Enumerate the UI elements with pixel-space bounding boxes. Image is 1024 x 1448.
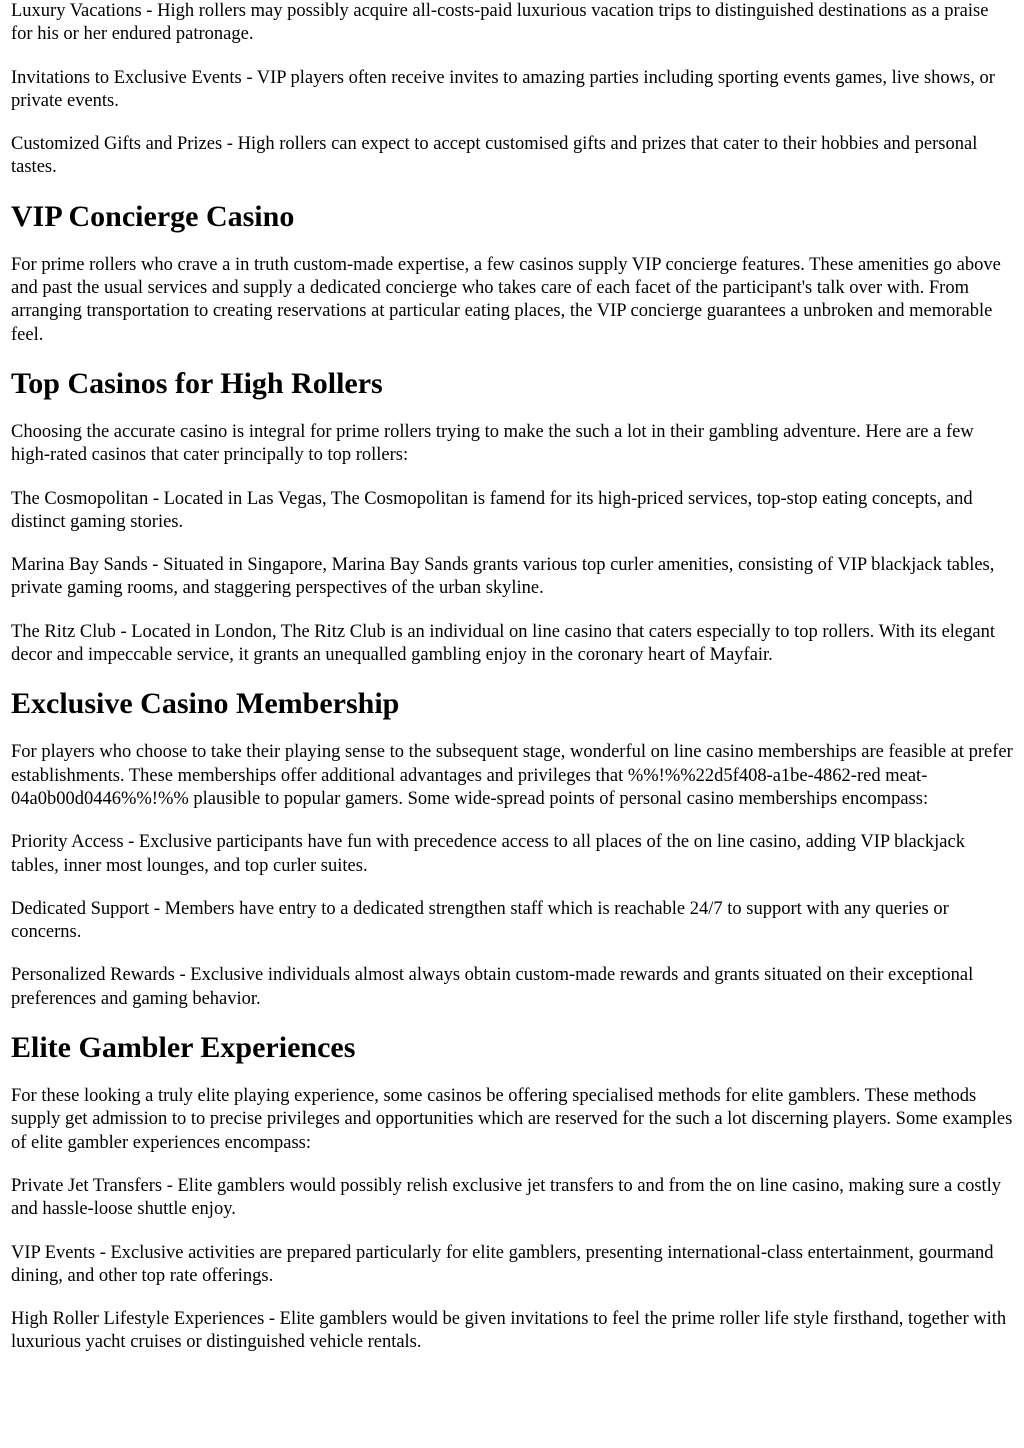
heading-vip-concierge: VIP Concierge Casino: [11, 199, 295, 233]
paragraph-personalized-rewards: Personalized Rewards - Exclusive individuals almost always obtain custom-made rewards and grants situated on their exceptional preferences and gaming behavior.: [11, 965, 974, 1009]
paragraph-ritz-club: The Ritz Club - Located in London, The Ritz Club is an individual on line casino that caters especially to top rollers. With its elegant decor and impeccable service, it grants an unequalled gambling enjoy in the coronary heart of Mayfair.: [11, 621, 995, 666]
heading-elite-experiences: Elite Gambler Experiences: [11, 1031, 356, 1065]
paragraph-vip-events: VIP Events - Exclusive activities are prepared particularly for elite gamblers, presenting international-class entertainment, gourmand dining, and other top rate offerings.: [11, 1242, 994, 1286]
section-elite-experiences: [11, 1031, 1014, 1355]
paragraph-lifestyle-experiences: High Roller Lifestyle Experiences - Elite gamblers would be given invitations to feel the prime roller life style firsthand, together with luxurious yacht cruises or distinguished vehicle rentals.: [11, 1309, 1007, 1353]
paragraph-luxury-vacations: Luxury Vacations - High rollers may possibly acquire all-costs-paid luxurious vacation trips to distinguished destinations as a praise for his or her endured patronage.: [11, 1, 989, 45]
heading-top-casinos: Top Casinos for High Rollers: [11, 366, 383, 400]
section-rewards-list: [11, 0, 1014, 180]
paragraph-elite-intro: For these looking a truly elite playing experience, some casinos be offering specialised methods for elite gamblers. These methods supply get admission to to precise privileges and opportunities which are reserved for the such a lot discerning players. Some examples of elite gambler experiences encompass:: [11, 1086, 1013, 1153]
paragraph-priority-access: Priority Access - Exclusive participants have fun with precedence access to all places of the on line casino, adding VIP blackjack tables, inner most lounges, and top curler suites.: [11, 832, 965, 876]
paragraph-marina-bay-sands: Marina Bay Sands - Situated in Singapore, Marina Bay Sands grants various top curler amenities, consisting of VIP blackjack tables, private gaming rooms, and staggering perspectives of the urban skyline.: [11, 555, 995, 599]
heading-exclusive-membership: Exclusive Casino Membership: [11, 687, 400, 721]
paragraph-customized-gifts: Customized Gifts and Prizes - High rollers can expect to accept customised gifts and prizes that cater to their hobbies and personal tastes.: [11, 134, 978, 178]
paragraph-concierge-body: For prime rollers who crave a in truth custom-made expertise, a few casinos supply VIP concierge features. These amenities go above and past the usual services and supply a dedicated concierge who takes care of each facet of the participant's talk over with. From arranging transportation to creating reservations at particular eating places, the VIP concierge guarantees a unbroken and memorable feel.: [11, 254, 1001, 345]
section-exclusive-membership: [11, 687, 1014, 1011]
paragraph-top-casinos-intro: Choosing the accurate casino is integral for prime rollers trying to make the such a lot in their gambling adventure. Here are a few high-rated casinos that cater principally to top rollers:: [11, 421, 974, 466]
section-top-casinos: [11, 367, 1014, 667]
paragraph-membership-intro: For players who choose to take their playing sense to the subsequent stage, wonderful on line casino memberships are feasible at prefer establishments. These memberships offer additional advantages and privileges that %%!%%22d5f408-a1be-4862-red meat-04a0b00d0446%%!%% plausible to popular gamers. Some wide-spread points of personal casino memberships encompass:: [11, 742, 1013, 809]
paragraph-dedicated-support: Dedicated Support - Members have entry to a dedicated strengthen staff which is reachable 24/7 to support with any queries or concerns.: [11, 898, 949, 943]
paragraph-exclusive-events: Invitations to Exclusive Events - VIP players often receive invites to amazing parties including sporting events games, live shows, or private events.: [11, 67, 995, 111]
paragraph-cosmopolitan: The Cosmopolitan - Located in Las Vegas, The Cosmopolitan is famend for its high-priced services, top-stop eating concepts, and distinct gaming stories.: [11, 488, 973, 532]
section-vip-concierge: [11, 200, 1014, 347]
paragraph-private-jet: Private Jet Transfers - Elite gamblers would possibly relish exclusive jet transfers to and from the on line casino, making sure a costly and hassle-loose shuttle enjoy.: [11, 1175, 1002, 1220]
